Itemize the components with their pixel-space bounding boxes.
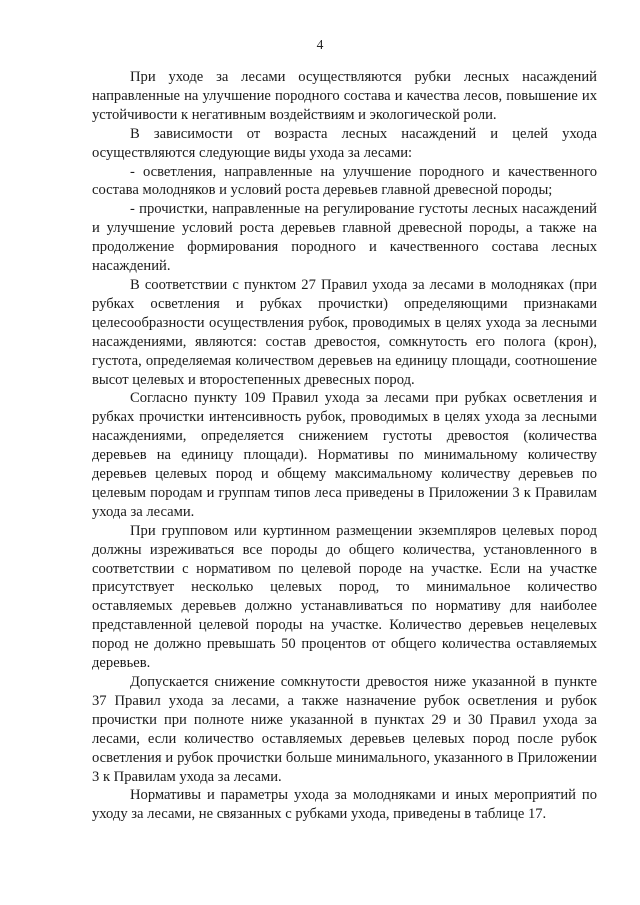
paragraph: Нормативы и параметры ухода за молодняками и иных мероприятий по уходу за лесами, не связанных с рубками ухода, приведены в таблице 17. <box>92 787 597 823</box>
paragraph: При уходе за лесами осуществляются рубки лесных насаждений направленные на улучшение породного состава и качества лесов, повышение их устойчивости к негативным воздействиям и экологической роли. <box>92 69 597 123</box>
paragraph: При групповом или куртинном размещении экземпляров целевых пород должны изреживаться все породы до общего количества, установленного в соответствии с нормативом по целевой породе на участке. Если на участке присутствует несколько целевых пород, то минимальное количество оставляемых деревьев должно устанавливаться по нормативу для наиболее представленной целевой породы на участке. Количество деревьев нецелевых пород не должно превышать 50 процентов от общего количества оставляемых деревьев. <box>92 522 597 672</box>
list-item: - прочистки, направленные на регулирование густоты лесных насаждений и улучшение условий роста деревьев главной древесной породы, а также на продолжение формирования породного и качественного состава лесных насаждений. <box>92 201 597 275</box>
paragraph: В соответствии с пунктом 27 Правил ухода за лесами в молодняках (при рубках осветления и рубках прочистки) определяющими признаками целесообразности осуществления рубок, проводимых в целях ухода за лесными насаждениями, являются: состав древостоя, сомкнутость его полога (крон), густота, определяемая количеством деревьев на единицу площади, соотношение высот целевых и второстепенных древесных пород. <box>92 276 597 388</box>
list-item: - осветления, направленные на улучшение породного и качественного состава молодняков и условий роста деревьев главной древесной породы; <box>92 163 597 199</box>
document-body <box>92 68 597 824</box>
paragraph: Допускается снижение сомкнутости древостоя ниже указанной в пункте 37 Правил ухода за лесами, а также назначение рубок осветления и рубок прочистки при полноте ниже указанной в пунктах 29 и 30 Правил ухода за лесами, если количество оставляемых деревьев целевых пород после рубок осветления и рубок прочистки больше минимального, указанного в Приложении 3 к Правилам ухода за лесами. <box>92 674 597 785</box>
paragraph: В зависимости от возраста лесных насаждений и целей ухода осуществляются следующие виды ухода за лесами: <box>92 125 597 161</box>
page-number: 4 <box>316 37 324 52</box>
paragraph: Согласно пункту 109 Правил ухода за лесами при рубках осветления и рубках прочистки интенсивность рубок, проводимых в целях ухода за лесными насаждениями, определяется снижением густоты древостоя (количества деревьев на единицу площади). Нормативы по минимальному количеству деревьев целевых пород и общему максимальному количеству деревьев по целевым породам и группам типов леса приведены в Приложении 3 к Правилам ухода за лесами. <box>92 390 597 520</box>
